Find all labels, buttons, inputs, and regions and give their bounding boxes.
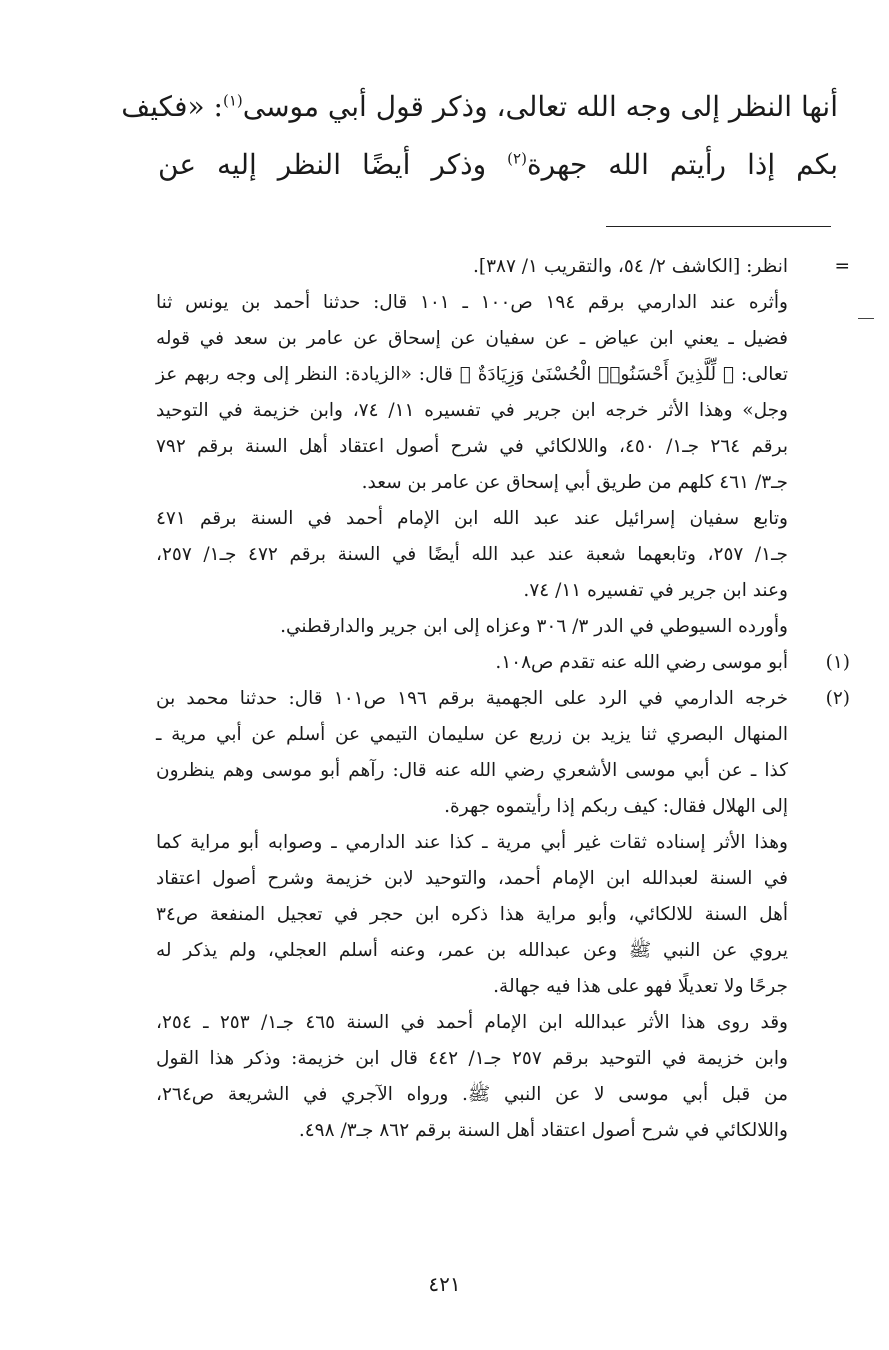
footnote-line: [150, 362, 850, 398]
footnote-line: [150, 830, 850, 866]
footnote-text: وعند ابن جرير في تفسيره ١١/ ٧٤.: [523, 580, 788, 601]
footnote-text: خرجه الدارمي في الرد على الجهمية برقم ١٩٦ ص١٠١ قال: حدثنا محمد بن: [156, 688, 789, 709]
main-text-segment: وذكر أيضًا النظر إليه عن: [158, 148, 508, 181]
footnote-line: [150, 1010, 850, 1046]
footnote-line: [150, 722, 850, 758]
footnote-ref-1: (١): [222, 91, 243, 110]
footnote-line: [150, 866, 850, 902]
margin-mark: [858, 318, 874, 319]
footnote-text: وابن خزيمة في التوحيد برقم ٢٥٧ جـ١/ ٤٤٢ قال ابن خزيمة: وذكر هذا القول: [156, 1048, 788, 1069]
footnote-text: وتابع سفيان إسرائيل عند عبد الله ابن الإمام أحمد في السنة برقم ٤٧١: [156, 508, 788, 529]
footnote-text: انظر: [الكاشف ٢/ ٥٤، والتقريب ١/ ٣٨٧].: [473, 256, 788, 277]
main-text-segment: : «فكيف: [121, 90, 223, 123]
footnote-line: [150, 398, 850, 434]
main-text-line-2: [158, 136, 838, 194]
footnote-line: [150, 614, 850, 650]
footnote-line: [150, 1082, 850, 1118]
footnote-line: [150, 290, 850, 326]
footnote-line: [150, 650, 850, 686]
footnote-marker: (١): [825, 652, 850, 673]
footnote-line: [150, 758, 850, 794]
footnote-text: جرحًا ولا تعديلًا فهو على هذا فيه جهالة.: [493, 976, 788, 997]
page-number: ٤٢١: [428, 1272, 461, 1296]
footnote-text: جـ٣/ ٤٦١ كلهم من طريق أبي إسحاق عن عامر بن سعد.: [361, 472, 788, 493]
footnote-text: تعالى: ﴿ لِّلَّذِينَ أَحْسَنُوا۟ الْحُسْنَىٰ وَزِيَادَةٌ ﴾ قال: «الزيادة: النظر إلى وجه ربهم عز: [156, 364, 788, 385]
footnote-text: أهل السنة للالكائي، وأبو مراية هذا ذكره ابن حجر في تعجيل المنفعة ص٣٤: [156, 904, 788, 925]
footnotes-section: [150, 254, 850, 1154]
main-body-text: [121, 78, 838, 194]
footnote-line: [150, 434, 850, 470]
footnote-text: فضيل ـ يعني ابن عياض ـ عن سفيان عن إسحاق عن عامر بن سعد في قوله: [156, 328, 788, 349]
footnote-line: [150, 470, 850, 506]
footnote-text: يروي عن النبي ﷺ وعن عبدالله بن عمر، وعنه أسلم العجلي، ولم يذكر له: [156, 940, 788, 961]
footnote-text: وأثره عند الدارمي برقم ١٩٤ ص١٠٠ ـ ١٠١ قال: حدثنا أحمد بن يونس ثنا: [156, 292, 788, 313]
footnote-text: وقد روى هذا الأثر عبدالله ابن الإمام أحمد في السنة ٤٦٥ جـ١/ ٢٥٣ ـ ٢٥٤،: [156, 1012, 788, 1033]
footnote-line: [150, 578, 850, 614]
main-text-segment: بكم إذا رأيتم الله جهرة: [526, 148, 838, 181]
footnote-text: إلى الهلال فقال: كيف ربكم إذا رأيتموه جهرة.: [444, 796, 788, 817]
footnote-line: [150, 254, 850, 290]
footnote-text: كذا ـ عن أبي موسى الأشعري رضي الله عنه قال: رآهم أبو موسى وهم ينظرون: [156, 760, 788, 781]
footnote-text: أبو موسى رضي الله عنه تقدم ص١٠٨.: [495, 652, 788, 673]
footnote-text: وهذا الأثر إسناده ثقات غير أبي مرية ـ كذا عند الدارمي ـ وصوابه أبو مراية كما: [156, 832, 788, 853]
main-text-segment: أنها النظر إلى وجه الله تعالى، وذكر قول أبي موسى: [242, 90, 838, 123]
footnote-marker: =: [834, 256, 850, 277]
footnote-line: [150, 902, 850, 938]
footnote-line: [150, 1118, 850, 1154]
footnote-line: [150, 938, 850, 974]
main-text-line-1: [121, 78, 838, 136]
footnote-text: من قبل أبي موسى لا عن النبي ﷺ. ورواه الآجري في الشريعة ص٢٦٤،: [156, 1084, 788, 1105]
footnote-text: وجل» وهذا الأثر خرجه ابن جرير في تفسيره ١١/ ٧٤، وابن خزيمة في التوحيد: [156, 400, 788, 421]
footnote-ref-2: (٢): [507, 149, 527, 168]
footnote-text: واللالكائي في شرح أصول اعتقاد أهل السنة برقم ٨٦٢ جـ٣/ ٤٩٨.: [298, 1120, 788, 1141]
footnote-line: [150, 542, 850, 578]
footnote-line: [150, 326, 850, 362]
footnote-marker: (٢): [825, 688, 850, 709]
footnote-text: برقم ٢٦٤ جـ١/ ٤٥٠، واللالكائي في شرح أصول اعتقاد أهل السنة برقم ٧٩٢: [156, 436, 788, 457]
footnote-separator: [606, 226, 831, 227]
footnote-line: [150, 974, 850, 1010]
footnote-line: [150, 1046, 850, 1082]
footnote-text: وأورده السيوطي في الدر ٣/ ٣٠٦ وعزاه إلى ابن جرير والدارقطني.: [280, 616, 788, 637]
footnote-text: المنهال البصري ثنا يزيد بن زريع عن سليمان التيمي عن أسلم عن أبي مرية ـ: [156, 724, 788, 745]
footnote-line: [150, 794, 850, 830]
footnote-text: في السنة لعبدالله ابن الإمام أحمد، والتوحيد لابن خزيمة وشرح أصول اعتقاد: [156, 868, 788, 889]
footnote-line: [150, 506, 850, 542]
footnote-text: جـ١/ ٢٥٧، وتابعهما شعبة عند عبد الله أيضًا في السنة برقم ٤٧٢ جـ١/ ٢٥٧،: [156, 544, 788, 565]
footnote-line: [150, 686, 850, 722]
